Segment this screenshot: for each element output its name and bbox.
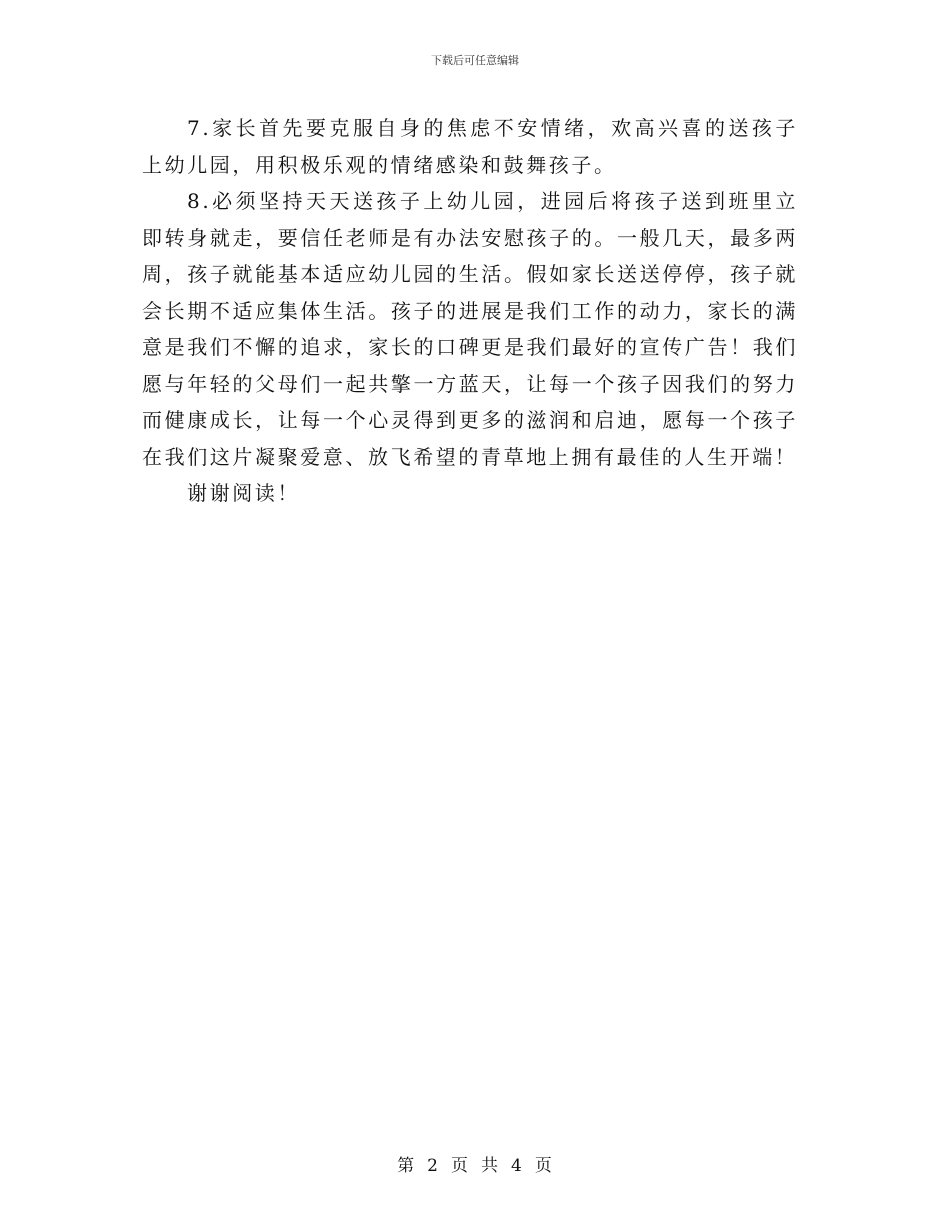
paragraph-item-7: 7.家长首先要克服自身的焦虑不安情绪，欢高兴喜的送孩子上幼儿园，用积极乐观的情绪感染和鼓舞孩子。 [142, 116, 798, 177]
footer-page-word: 页 [451, 1156, 469, 1176]
page-header: 下载后可任意编辑 [431, 54, 519, 67]
footer-suffix: 页 [534, 1156, 553, 1176]
footer-total-word: 共 [481, 1156, 499, 1176]
footer-prefix: 第 [397, 1156, 416, 1176]
paragraph-item-8: 8.必须坚持天天送孩子上幼儿园，进园后将孩子送到班里立即转身就走，要信任老师是有办法安慰孩子的。一般几天，最多两周，孩子就能基本适应幼儿园的生活。假如家长送送停停，孩子就会长期不适应集体生活。孩子的进展是我们工作的动力，家长的满意是我们不懈的追求，家长的口碑更是我们最好的宣传广告！我们愿与年轻的父母们一起共擎一方蓝天，让每一个孩子因我们的努力而健康成长，让每一个心灵得到更多的滋润和启迪，愿每一个孩子在我们这片凝聚爱意、放飞希望的青草地上拥有最佳的人生开端！ [142, 189, 798, 469]
total-page-count: 4 [511, 1156, 523, 1176]
document-body [142, 110, 798, 512]
closing-thanks: 谢谢阅读！ [187, 481, 300, 505]
current-page-number: 2 [427, 1156, 439, 1176]
page-footer [0, 1154, 950, 1178]
